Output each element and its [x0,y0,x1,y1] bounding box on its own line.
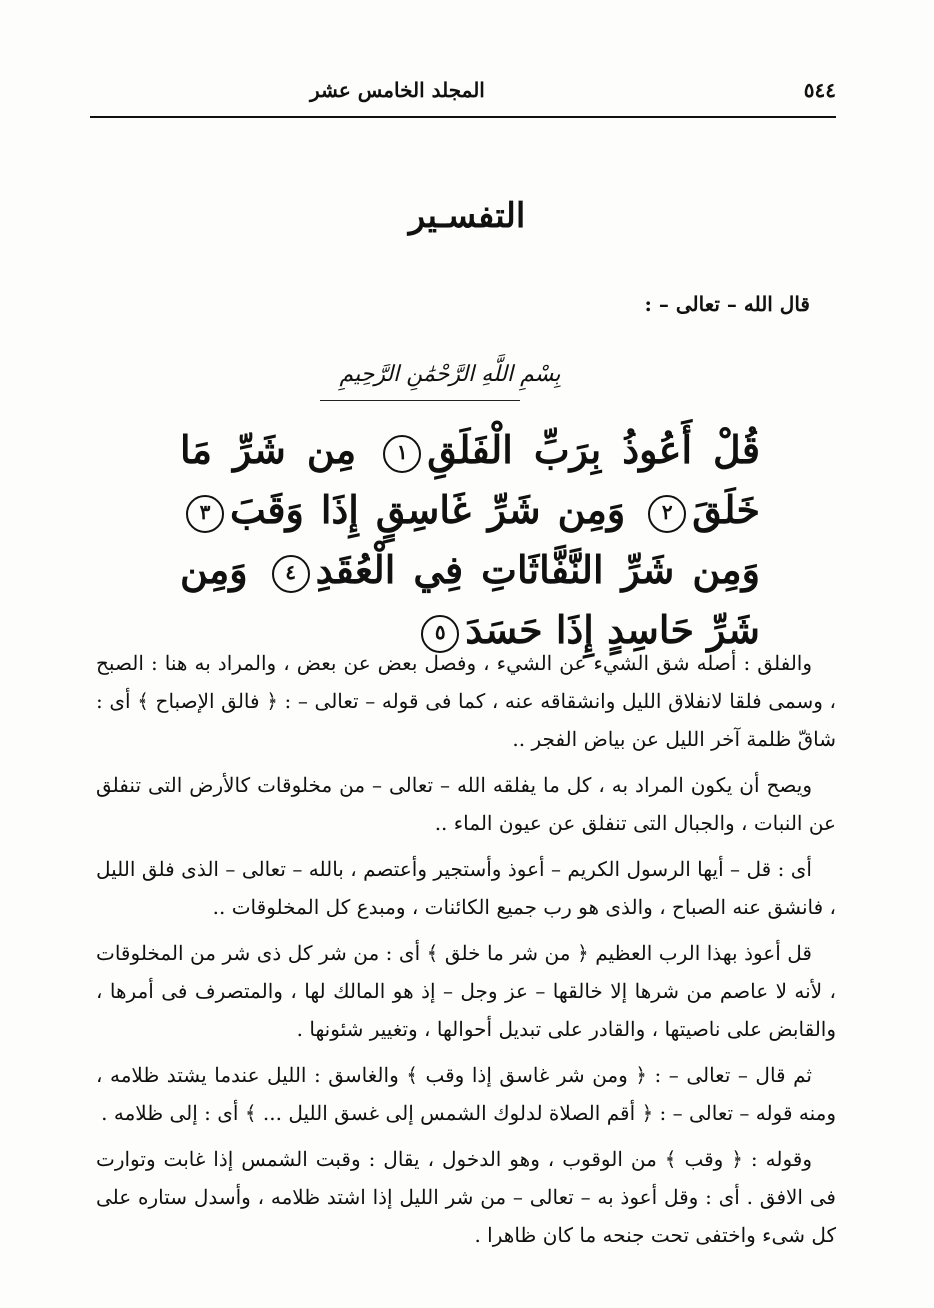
basmala: بِسْمِ اللَّهِ الرَّحْمَٰنِ الرَّحِيمِ [339,362,561,387]
verse-number-marker: ٤ [272,555,310,593]
verse-text: وَمِن شَرِّ حَاسِدٍ إِذَا حَسَدَ [180,547,760,652]
intro-line: قال الله – تعالى – : [644,292,810,316]
paragraph: أى : قل – أيها الرسول الكريم – أعوذ وأستجير وأعتصم ، بالله – تعالى – الذى فلق الليل ، فانشق عنه الصباح ، والذى هو رب جميع الكائنات ، ومبدع كل المخلوقات .. [96,857,836,919]
paragraph: ويصح أن يكون المراد به ، كل ما يفلقه الله – تعالى – من مخلوقات كالأرض التى تنفلق عن النبات ، والجبال التى تنفلق عن عيون الماء .. [96,773,836,835]
page-number: ٥٤٤ [803,78,836,102]
verse-text: وَمِن شَرِّ غَاسِقٍ إِذَا وَقَبَ [230,487,626,532]
verse-text: قُلْ أَعُوذُ بِرَبِّ الْفَلَقِ [427,427,761,472]
running-header [90,70,836,110]
paragraph: ثم قال – تعالى – : ﴿ ومن شر غاسق إذا وقب ﴾ والغاسق : الليل عندما يشتد ظلامه ، ومنه قوله – تعالى – : ﴿ أقم الصلاة لدلوك الشمس إلى غسق الليل ... ﴾ أى : إلى ظلامه . [96,1063,836,1125]
verse-text: وَمِن شَرِّ النَّفَّاثَاتِ فِي الْعُقَدِ [315,547,760,592]
section-title: التفسـير [408,196,526,236]
basmala-underline [320,400,520,401]
volume-title: المجلد الخامس عشر [310,78,485,102]
header-rule [90,116,836,118]
paragraph: قل أعوذ بهذا الرب العظيم ﴿ من شر ما خلق ﴾ أى : من شر كل ذى شر من المخلوقات ، لأنه لا عاصم من شرها إلا خالقها – عز وجل – إذ هو المالك لها ، والمتصرف فى أمرها ، والقابض على ناصيتها ، والقادر على تبديل أحوالها ، وتغيير شئونها . [96,941,836,1041]
paragraph: وقوله : ﴿ وقب ﴾ من الوقوب ، وهو الدخول ، يقال : وقبت الشمس إذا غابت وتوارت فى الافق . أى : وقل أعوذ به – تعالى – من شر الليل إذا اشتد ظلامه ، وأسدل ستاره على كل شىء واختفى تحت جنحه ما كان ظاهرا . [96,1147,836,1247]
verse-number-marker: ١ [383,435,421,473]
verse-text: مِن شَرِّ مَا خَلَقَ [180,427,760,532]
verse-number-marker: ٥ [421,615,459,653]
verse-number-marker: ٣ [186,495,224,533]
verse-number-marker: ٢ [648,495,686,533]
paragraph: والفلق : أصله شق الشيء عن الشيء ، وفصل بعض عن بعض ، والمراد به هنا : الصبح ، وسمى فلقا لانفلاق الليل وانشقاقه عنه ، كما فى قوله – تعالى – : ﴿ فالق الإصباح ﴾ أى : شاقّ ظلمة آخر الليل عن بياض الفجر .. [96,651,836,751]
quran-verses [180,420,760,660]
commentary-body [96,644,836,1262]
